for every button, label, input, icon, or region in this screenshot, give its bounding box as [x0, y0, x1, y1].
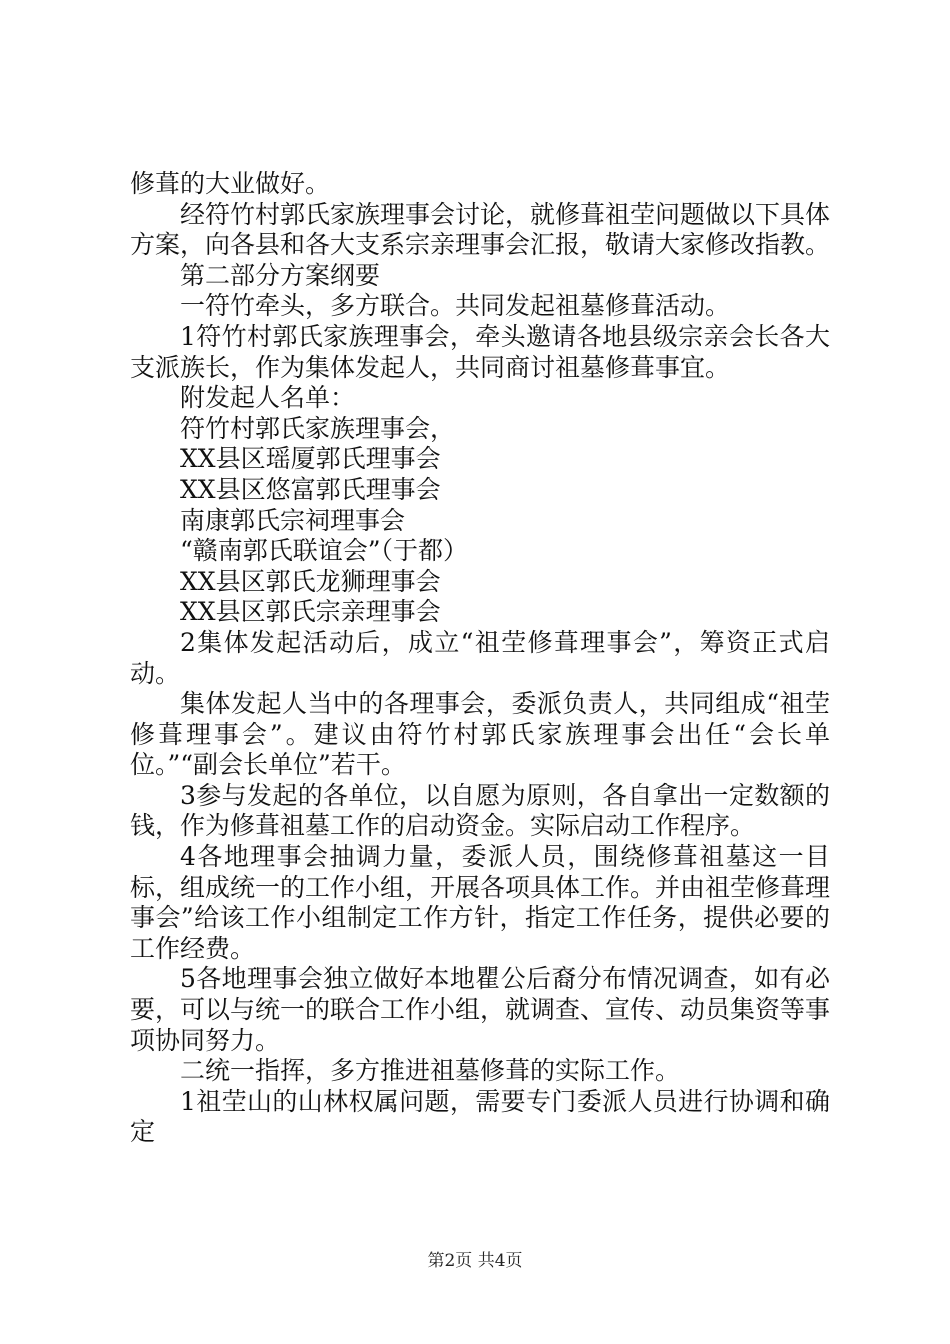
list-item: XX县区瑶厦郭氏理事会: [180, 444, 441, 474]
paragraph: 一符竹牵头，多方联合。共同发起祖墓修葺活动。: [180, 291, 731, 321]
list-item: XX县区郭氏宗亲理事会: [180, 597, 441, 627]
paragraph: 2集体发起活动后，成立“祖茔修葺理事会”，筹资正式启动。: [130, 627, 830, 688]
paragraph: 3参与发起的各单位，以自愿为原则，各自拿出一定数额的钱，作为修葺祖墓工作的启动资金。实际启动工作程序。: [130, 780, 830, 841]
list-item: XX县区郭氏龙狮理事会: [180, 566, 441, 596]
list-item: 南康郭氏宗祠理事会: [180, 505, 406, 535]
page-number: 第2页 共4页: [427, 1251, 523, 1271]
list-item: XX县区悠富郭氏理事会: [180, 474, 441, 504]
paragraph: 经符竹村郭氏家族理事会讨论，就修葺祖茔问题做以下具体方案，向各县和各大支系宗亲理事会汇报，敬请大家修改指教。: [130, 199, 831, 260]
list-item: 符竹村郭氏家族理事会，: [180, 413, 456, 443]
paragraph: 1符竹村郭氏家族理事会，牵头邀请各地县级宗亲会长各大支派族长，作为集体发起人，共同商讨祖墓修葺事宜。: [130, 321, 830, 382]
paragraph: 修葺的大业做好。: [130, 169, 331, 198]
paragraph: 1祖茔山的山林权属问题，需要专门委派人员进行协调和确定: [130, 1086, 830, 1147]
list-item: “赣南郭氏联谊会”（于都）: [180, 536, 469, 566]
document-body: [130, 169, 830, 1148]
paragraph: 4各地理事会抽调力量，委派人员，围绕修葺祖墓这一目标，组成统一的工作小组，开展各项具体工作。并由祖茔修葺理事会”给该工作小组制定工作方针，指定工作任务，提供必要的工作经费。: [130, 842, 831, 963]
paragraph: 附发起人名单：: [180, 383, 356, 413]
paragraph: 二统一指挥，多方推进祖墓修葺的实际工作。: [180, 1056, 681, 1086]
paragraph: 集体发起人当中的各理事会，委派负责人，共同组成“祖茔修葺理事会”。建议由符竹村郭氏家族理事会出任“会长单位。”“副会长单位”若干。: [130, 689, 830, 780]
paragraph: 5各地理事会独立做好本地瞿公后裔分布情况调查，如有必要，可以与统一的联合工作小组，就调查、宣传、动员集资等事项协同努力。: [130, 964, 831, 1055]
section-heading: 第二部分方案纲要: [180, 260, 381, 290]
